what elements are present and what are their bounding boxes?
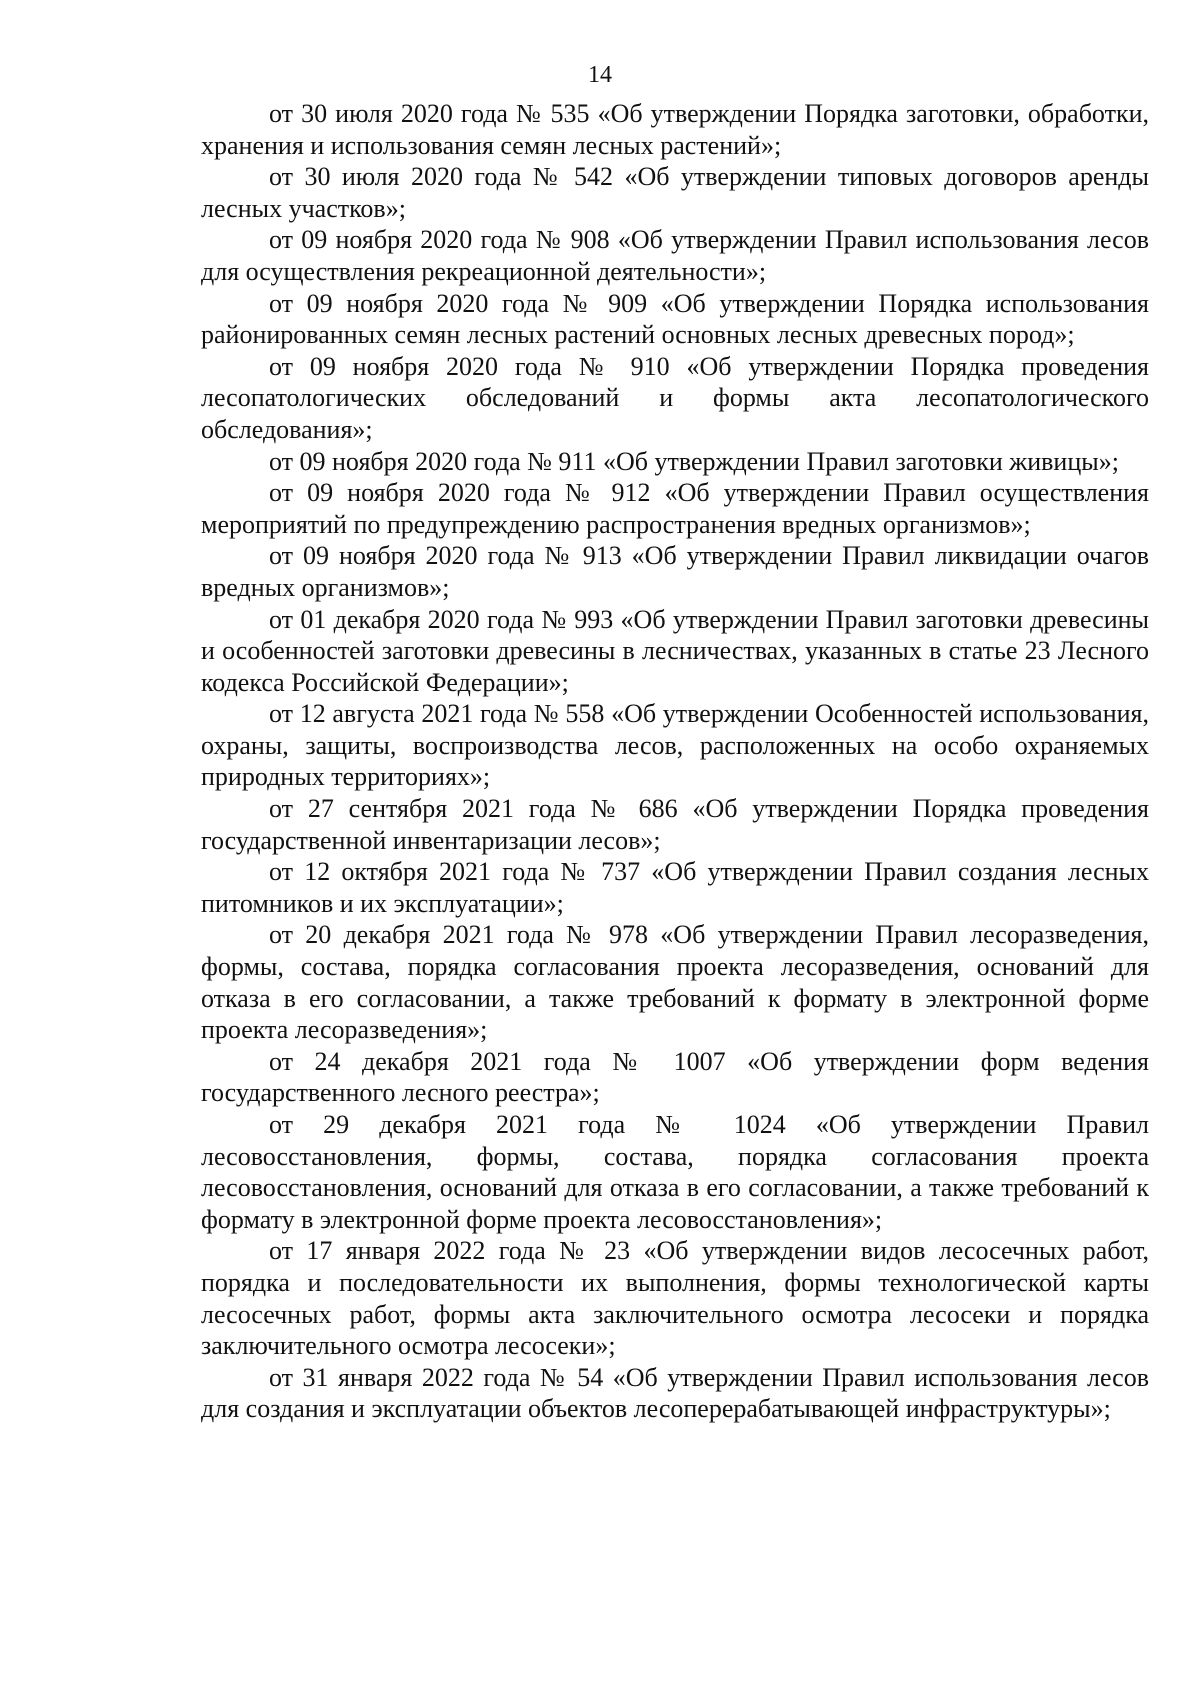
list-item: от 09 ноября 2020 года № 908 «Об утверждении Правил использования лесов для осуществления рекреационной деятельности»; — [201, 225, 1149, 286]
list-item: от 24 декабря 2021 года № 1007 «Об утверждении форм ведения государственного лесного реестра»; — [201, 1046, 1149, 1108]
list-item: от 30 июля 2020 года № 542 «Об утверждении типовых договоров аренды лесных участков»; — [201, 162, 1149, 223]
list-item: от 20 декабря 2021 года № 978 «Об утверждении Правил лесоразведения, формы, состава, порядка согласования проекта лесоразведения, оснований для отказа в его согласовании, а также требований к формату в электронной форме проекта лесоразведения»; — [201, 920, 1149, 1045]
list-item: от 09 ноября 2020 года № 912 «Об утверждении Правил осуществления мероприятий по предупреждению распространения вредных организмов»; — [201, 478, 1149, 539]
list-item: от 31 января 2022 года № 54 «Об утверждении Правил использования лесов для создания и эксплуатации объектов лесоперерабатывающей инфраструктуры»; — [201, 1362, 1149, 1424]
list-item: от 30 июля 2020 года № 535 «Об утверждении Порядка заготовки, обработки, хранения и использования семян лесных растений»; — [201, 99, 1149, 160]
list-item: от 09 ноября 2020 года № 913 «Об утверждении Правил ликвидации очагов вредных организмов»; — [201, 541, 1149, 602]
list-item: от 17 января 2022 года № 23 «Об утверждении видов лесосечных работ, порядка и последовательности их выполнения, формы технологической карты лесосечных работ, формы акта заключительного осмотра лесосеки и порядка заключительного осмотра лесосеки»; — [201, 1236, 1149, 1361]
list-item: от 12 августа 2021 года № 558 «Об утверждении Особенностей использования, охраны, защиты, воспроизводства лесов, расположенных на особо охраняемых природных территориях»; — [201, 699, 1149, 792]
list-item: от 27 сентября 2021 года № 686 «Об утверждении Порядка проведения государственной инвентаризации лесов»; — [201, 794, 1149, 855]
list-item: от 09 ноября 2020 года № 910 «Об утверждении Порядка проведения лесопатологических обследований и формы акта лесопатологического обследования»; — [201, 351, 1149, 444]
page-number: 14 — [588, 62, 612, 88]
list-item: от 29 декабря 2021 года № 1024 «Об утверждении Правил лесовосстановления, формы, состава, порядка согласования проекта лесовосстановления, оснований для отказа в его согласовании, а также требований к формату в электронной форме проекта лесовосстановления»; — [201, 1110, 1149, 1234]
list-item: от 12 октября 2021 года № 737 «Об утверждении Правил создания лесных питомников и их эксплуатации»; — [201, 857, 1149, 918]
document-body — [201, 98, 1149, 1425]
list-item: от 09 ноября 2020 года № 909 «Об утверждении Порядка использования районированных семян лесных растений основных лесных древесных пород»; — [201, 288, 1149, 350]
list-item: от 01 декабря 2020 года № 993 «Об утверждении Правил заготовки древесины и особенностей заготовки древесины в лесничествах, указанных в статье 23 Лесного кодекса Российской Федерации»; — [201, 604, 1149, 697]
list-item: от 09 ноября 2020 года № 911 «Об утверждении Правил заготовки живицы»; — [269, 446, 1119, 476]
